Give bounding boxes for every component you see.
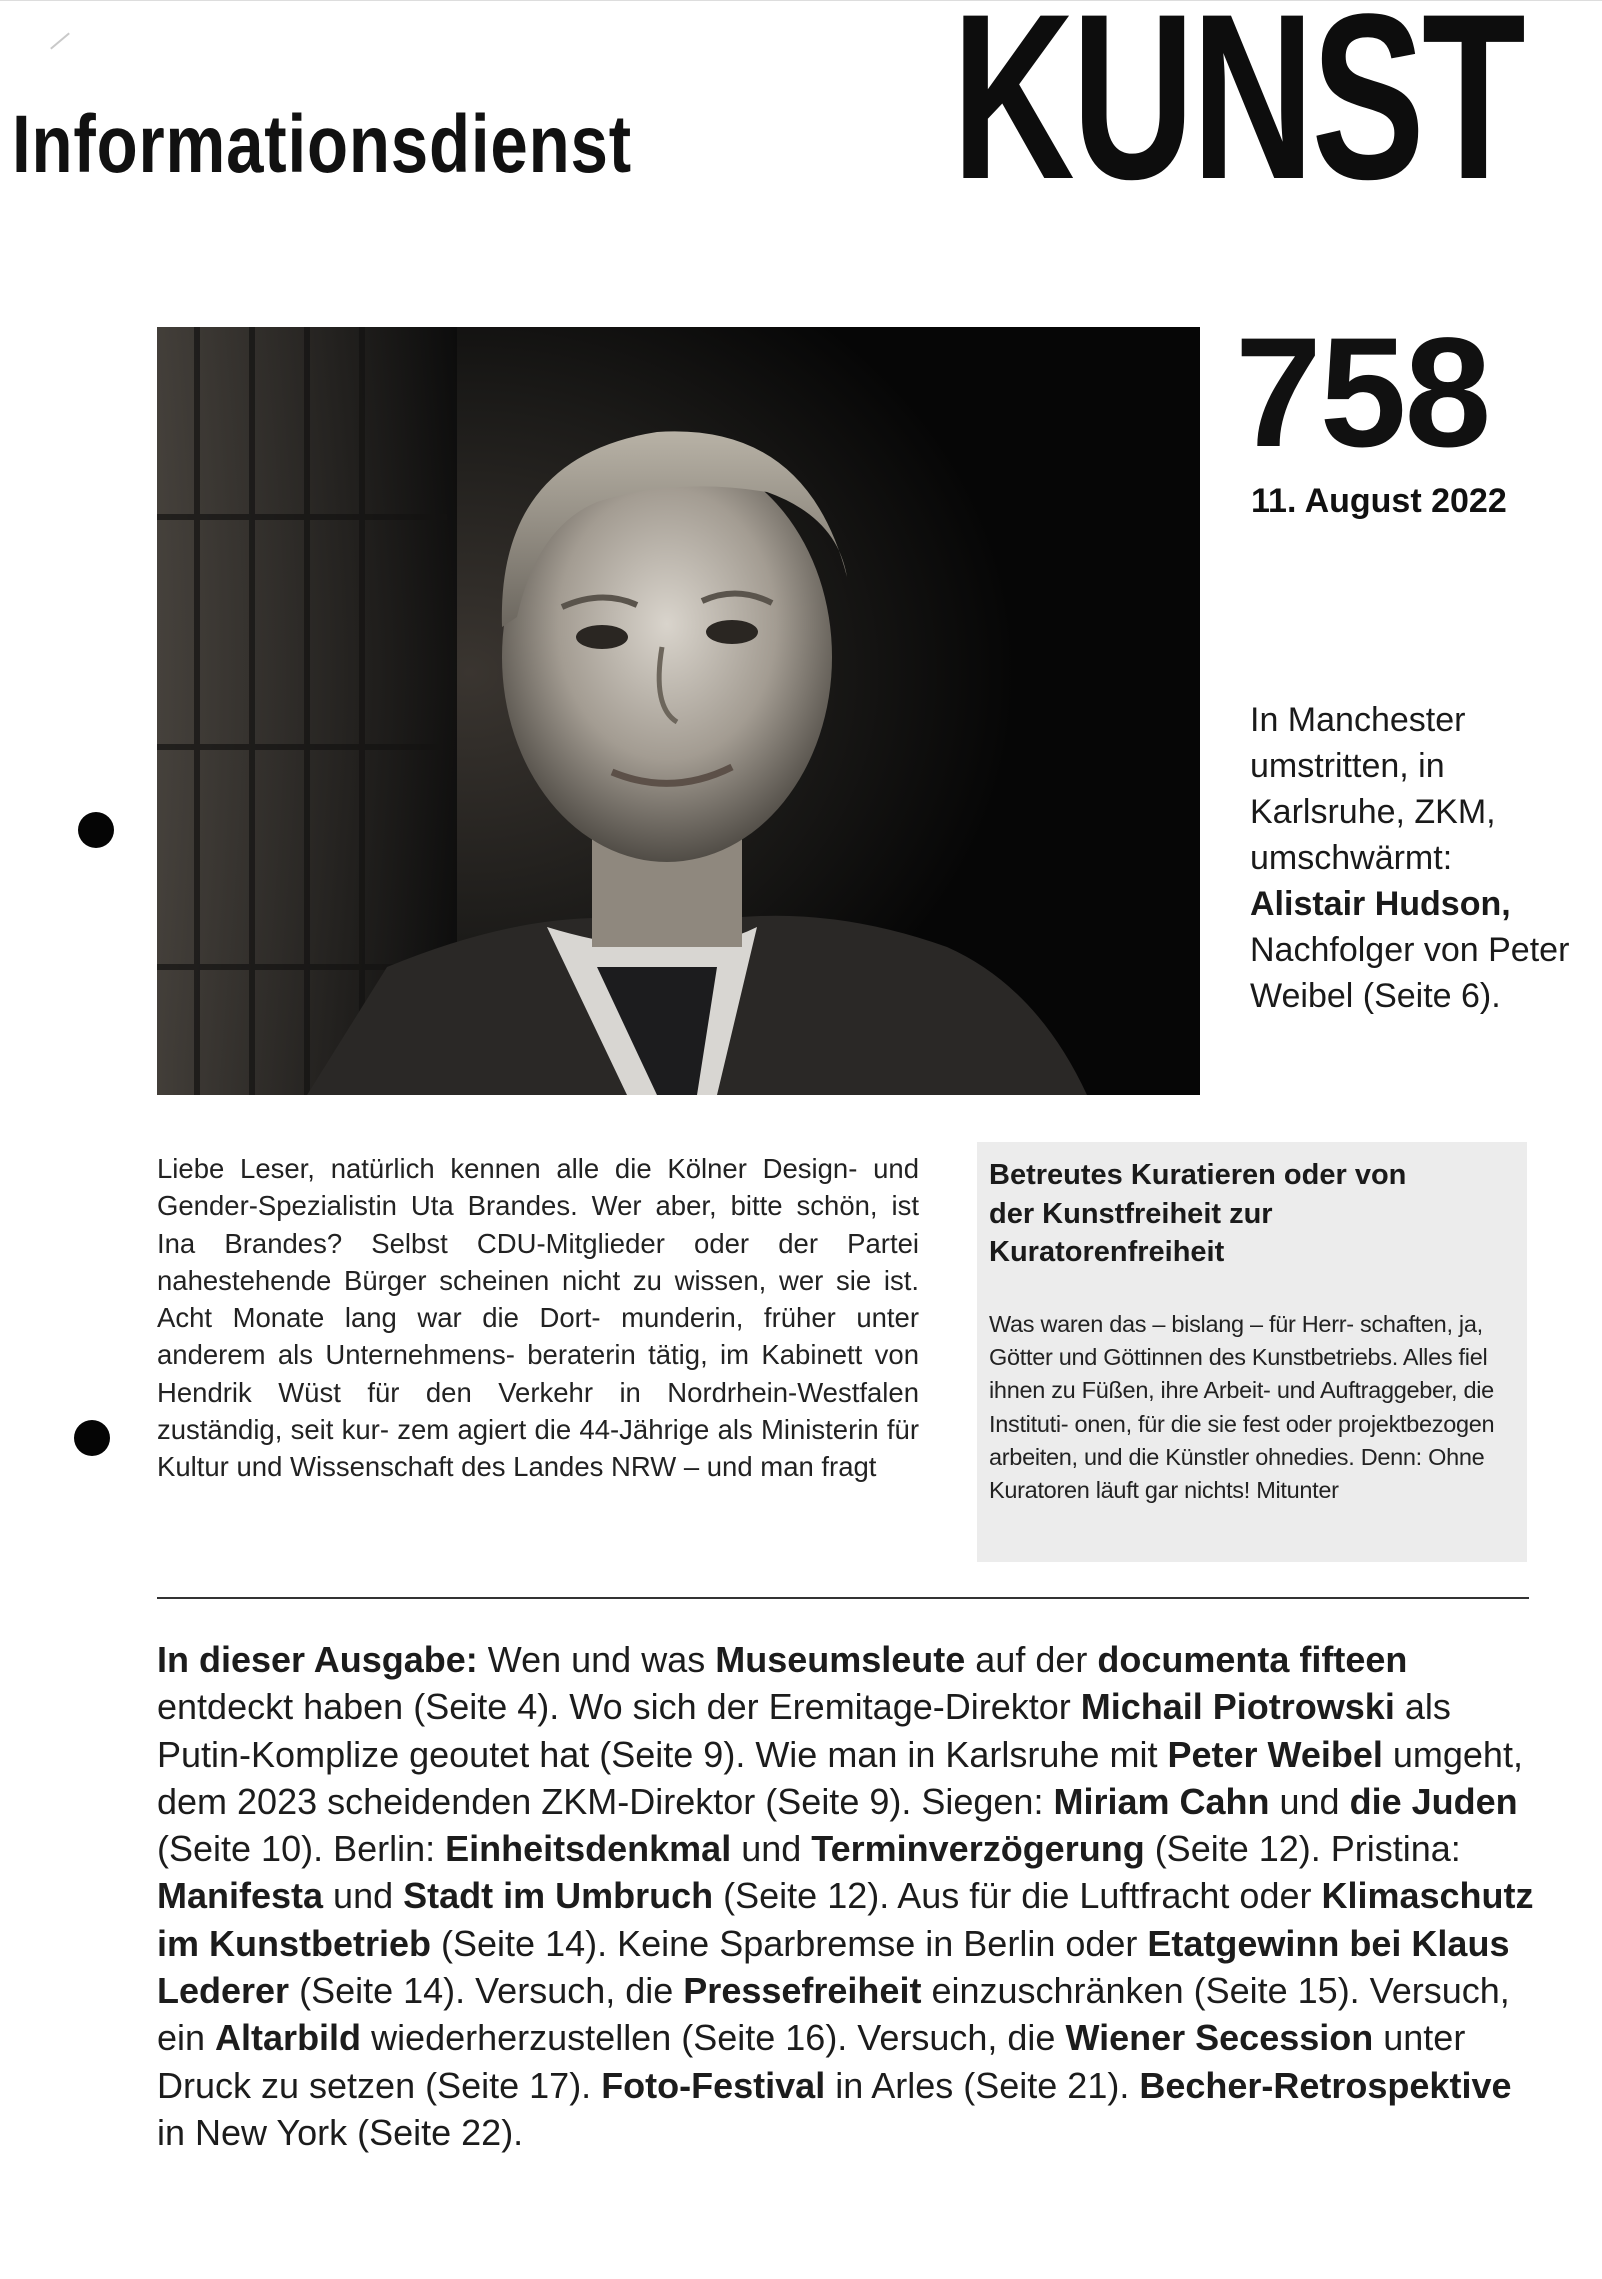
contents-text: auf der: [965, 1639, 1098, 1680]
contents-highlight: Foto-Festival: [601, 2064, 826, 2106]
contents-highlight: Museumsleute: [715, 1639, 966, 1680]
editorial-letter: Liebe Leser, natürlich kennen alle die Kölner Design- und Gender-Spezialistin Uta Brandes. Wer aber, bitte schön, ist Ina Brandes? Selbst CDU-Mitglieder oder der Partei nahestehende Bürger scheinen nicht zu wissen, wer sie ist. Acht Monate lang war die Dort- munderin, früher unter anderem als Unternehmens- beraterin tätig, im Kabinett von Hendrik Wüst für den Verkehr in Nordrhein-Westfalen zuständig, seit kur- zem agiert die 44-Jährige als Ministerin für Kultur und Wissenschaft des Landes NRW – und man fragt: [157, 1153, 919, 1483]
punch-hole: [78, 812, 114, 848]
cover-teaser: [1250, 697, 1590, 1019]
teaser-name: Alistair Hudson,: [1250, 885, 1511, 923]
masthead-title: Informationsdienst: [12, 99, 632, 190]
contents-highlight: Klimaschutz im Kunstbetrieb: [157, 1875, 1534, 1964]
feature-headline: Betreutes Kuratieren oder von der Kunstfreiheit zur Kuratorenfreiheit: [989, 1159, 1407, 1268]
contents-highlight: Wiener Secession: [1065, 2017, 1374, 2059]
contents-highlight: documenta fifteen: [1097, 1639, 1408, 1680]
punch-hole: [74, 1420, 110, 1456]
contents-text: entdeckt haben (Seite 4). Wo sich der Eremitage-Direktor: [157, 1686, 1081, 1728]
contents-highlight: Einheitsdenkmal: [445, 1828, 732, 1870]
contents-highlight: Altarbild: [215, 2017, 362, 2059]
contents-text: als Putin-Komplize geoutet hat (Seite 9). Wie man in Karlsruhe mit: [157, 1686, 1451, 1775]
contents-highlight: die Juden: [1349, 1780, 1518, 1822]
contents-highlight: Miriam Cahn: [1053, 1780, 1270, 1822]
contents-highlight: Peter Weibel: [1167, 1733, 1383, 1775]
contents-text: und: [731, 1828, 812, 1870]
cover-photo: [157, 327, 1200, 1095]
contents-label: In dieser Ausgabe:: [157, 1639, 478, 1680]
contents-text: und: [1269, 1780, 1350, 1822]
scan-mark: [50, 33, 70, 50]
masthead-brand: KUNST: [952, 0, 1523, 229]
feature-text: Was waren das – bislang – für Herr- schaften, ja, Götter und Göttinnen des Kunstbetriebs. Alles fiel ihnen zu Füßen, ihre Arbeit- und Auftraggeber, die Instituti- onen, für die sie fest oder projektbezogen arbeiten, und die Künstler ohnedies. Denn: Ohne Kuratoren läuft gar nichts! Mitunter: [989, 1311, 1495, 1504]
contents-text: wiederherzustellen (Seite 16). Versuch, die: [361, 2017, 1066, 2059]
contents-text: unter Druck zu setzen (Seite 17).: [157, 2017, 1466, 2106]
contents-highlight: Michail Piotrowski: [1080, 1686, 1395, 1728]
contents-text: in Arles (Seite 21).: [825, 2064, 1140, 2106]
contents-text: (Seite 12). Aus für die Luftfracht oder: [713, 1875, 1322, 1917]
contents-text: (Seite 14). Keine Sparbremse in Berlin oder: [431, 1922, 1148, 1964]
contents-highlight: Pressefreiheit: [683, 1970, 922, 2012]
contents-text: und: [323, 1875, 404, 1917]
contents-text: einzuschränken (Seite 15). Versuch, ein: [157, 1970, 1510, 2059]
portrait-illustration: [157, 327, 1200, 1095]
contents-highlight: Manifesta: [157, 1875, 324, 1917]
divider: [157, 1597, 1529, 1599]
contents-text: umgeht, dem 2023 scheidenden ZKM-Direktor (Seite 9). Siegen:: [157, 1733, 1523, 1822]
contents-highlight: Etatgewinn bei Klaus Lederer: [157, 1922, 1510, 2012]
issue-number: 758: [1235, 306, 1490, 480]
issue-contents: [157, 1636, 1537, 2156]
issue-date: 11. August 2022: [1251, 482, 1507, 520]
contents-highlight: Becher-Retrospektive: [1139, 2064, 1512, 2106]
teaser-outro: Nachfolger von Peter Weibel (Seite 6).: [1250, 931, 1570, 1015]
contents-highlight: Terminverzögerung: [811, 1828, 1145, 1870]
contents-highlight: Stadt im Umbruch: [403, 1875, 714, 1917]
teaser-intro: In Manchester umstritten, in Karlsruhe, ZKM, umschwärmt:: [1250, 701, 1496, 877]
contents-text: in New York (Seite 22).: [157, 2111, 524, 2153]
contents-text: (Seite 12). Pristina:: [1144, 1828, 1461, 1870]
contents-body: [157, 1639, 1534, 2153]
feature-box: [977, 1142, 1527, 1562]
contents-text: (Seite 14). Versuch, die: [289, 1970, 684, 2012]
contents-text: Wen und was: [477, 1639, 716, 1680]
contents-text: (Seite 10). Berlin:: [157, 1828, 446, 1870]
